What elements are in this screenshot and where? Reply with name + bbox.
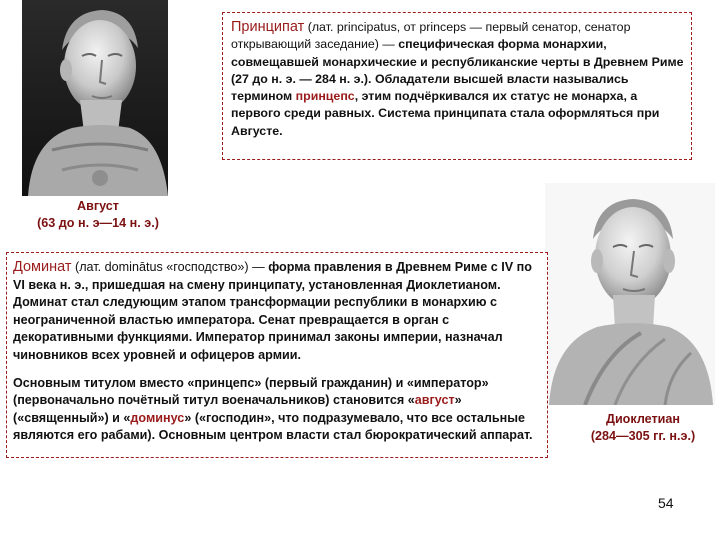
page-number: 54	[658, 495, 674, 511]
diocletian-caption	[568, 411, 718, 445]
diocletian-bust-drawing	[545, 183, 715, 405]
principate-term: Принципат	[231, 19, 305, 35]
augustus-dates: (63 до н. э—14 н. э.)	[37, 216, 159, 230]
principate-definition-box	[222, 12, 692, 160]
principate-text-1: специфическая форма монархии, совмещавшей монархические и республиканские черты в Древнем Риме (27 до н. э. — 284 н. э.). Обладатели высшей власти назывались термином	[231, 37, 684, 104]
dominate-latin: (лат. dominātus «господство») —	[71, 260, 269, 274]
dominate-titles-paragraph	[13, 375, 541, 445]
dominate-definition-box	[6, 252, 548, 458]
dominate-p2-b: » («священный») и «	[13, 393, 462, 425]
augustus-caption	[0, 198, 196, 232]
dominus-title-highlight: доминус	[130, 410, 185, 425]
dominate-definition	[13, 259, 541, 365]
dominate-text-1: форма правления в Древнем Риме с IV по VI века н. э., пришедшая на смену принципату, установленная Диоклетианом. Доминат стал следующим этапом трансформации республики в монархию с неограниченной властью императора. Сенат превращается в орган с декоративными функциями. Император принимал законы империи, назначал чиновников всех уровней и офицеров армии.	[13, 260, 532, 362]
dominate-p2-a: Основным титулом вместо «принцепс» (первый гражданин) и «император» (первоначально почётный титул военачальников) становится «	[13, 375, 489, 408]
princeps-highlight: принцепс	[295, 89, 355, 104]
principate-text-2: , этим подчёркивался их статус не монарха, а первого среди равных. Система принципата стала оформляться при Августе.	[231, 89, 660, 138]
diocletian-dates: (284—305 гг. н.э.)	[590, 429, 696, 443]
principate-definition	[231, 19, 685, 140]
augustus-title-highlight: август	[414, 393, 455, 408]
dominate-p2-c: » («господин», что подразумевало, что все остальные являются его рабами). Основным центром власти стал бюрократический аппарат.	[13, 410, 533, 443]
diocletian-name: Диоклетиан	[605, 412, 681, 426]
augustus-bust-drawing	[22, 0, 168, 196]
principate-latin: (лат. principatus, от princeps — первый сенатор, сенатор открывающий заседание) —	[231, 20, 631, 52]
diocletian-bust-image	[545, 183, 715, 405]
dominate-term: Доминат	[13, 259, 72, 275]
augustus-name: Август	[77, 199, 119, 213]
augustus-bust-image	[22, 0, 168, 196]
